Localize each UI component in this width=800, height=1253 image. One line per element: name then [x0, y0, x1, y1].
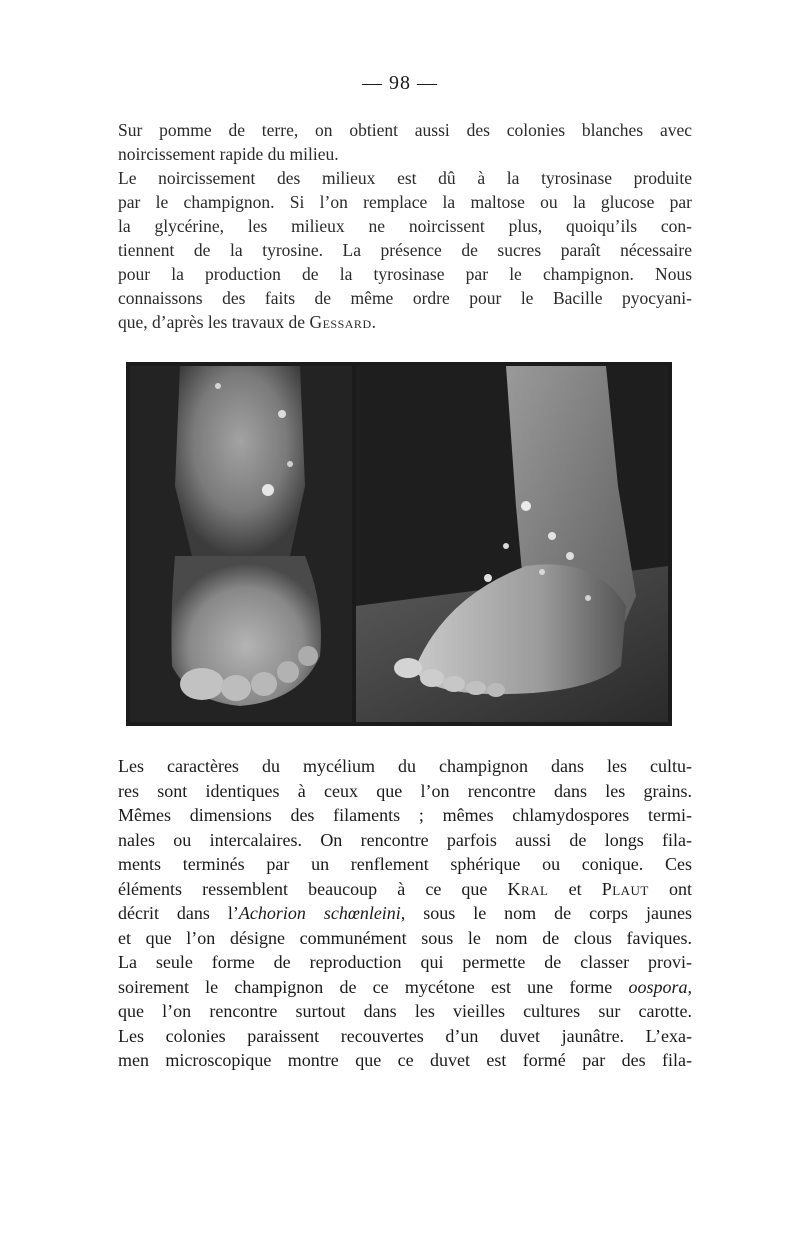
foot-side-illustration	[356, 366, 668, 722]
text-line: Les colonies paraissent recouvertes d’un duvet jaunâtre. L’exa-	[118, 1025, 692, 1046]
species-name: Achorion schœnleini,	[238, 903, 406, 923]
paragraph-top	[118, 118, 692, 334]
text-line: connaissons des faits de même ordre pour le Bacille pyocyani-	[118, 288, 692, 308]
figure-photographs	[126, 362, 672, 726]
text-line-with-italic	[118, 901, 692, 926]
author-name: Plaut	[601, 878, 649, 899]
text-line: noircissement rapide du milieu.	[118, 144, 339, 164]
text-line: et que l’on désigne communément sous le nom de clous faviques.	[118, 927, 692, 948]
text-line: Mêmes dimensions des filaments ; mêmes chlamydospores termi-	[118, 805, 692, 825]
text-fragment: que, d’après les travaux de	[118, 312, 310, 332]
text-line: par le champignon. Si l’on remplace la maltose ou la glucose par	[118, 192, 692, 212]
author-name: Gessard	[309, 312, 372, 332]
text-fragment: soirement le champignon de ce mycétone est une forme	[118, 976, 629, 997]
text-line-with-italic	[118, 975, 692, 1000]
text-fragment: sous le nom de corps jaunes	[405, 903, 692, 923]
foot-front-illustration	[130, 366, 352, 722]
text-line-with-names	[118, 877, 692, 902]
text-line: res sont identiques à ceux que l’on rencontre dans les grains.	[118, 780, 692, 801]
text-fragment: décrit dans l’	[118, 903, 239, 923]
text-line: Les caractères du mycélium du champignon dans les cultu-	[118, 756, 692, 776]
author-name: Kral	[507, 878, 549, 899]
text-fragment: ont	[648, 878, 692, 899]
text-line: pour la production de la tyrosinase par le champignon. Nous	[118, 264, 692, 284]
text-line: nales ou intercalaires. On rencontre parfois aussi de longs fila-	[118, 829, 692, 850]
text-line: que l’on rencontre surtout dans les vieilles cultures sur carotte.	[118, 1001, 692, 1021]
text-line: ments terminés par un renflement sphérique ou conique. Ces	[118, 854, 692, 874]
photo-foot-side	[356, 366, 668, 722]
text-line: Le noircissement des milieux est dû à la tyrosinase produite	[118, 168, 692, 188]
text-line: La seule forme de reproduction qui permette de classer provi-	[118, 952, 692, 972]
text-line: men microscopique montre que ce duvet est formé par des fila-	[118, 1050, 692, 1070]
genus-name: oospora,	[628, 976, 692, 997]
page-number: — 98 —	[362, 72, 438, 94]
text-fragment: et	[548, 878, 602, 899]
text-line: tiennent de la tyrosine. La présence de sucres paraît nécessaire	[118, 240, 692, 260]
photo-foot-front	[130, 366, 352, 722]
text-line: la glycérine, les milieux ne noircissent plus, quoiqu’ils con-	[118, 216, 692, 236]
paragraph-bottom	[118, 754, 692, 1073]
text-fragment: éléments ressemblent beaucoup à ce que	[118, 878, 508, 899]
punctuation: .	[371, 312, 376, 332]
text-line-with-citation	[118, 310, 692, 334]
text-line: Sur pomme de terre, on obtient aussi des colonies blanches avec	[118, 120, 692, 140]
